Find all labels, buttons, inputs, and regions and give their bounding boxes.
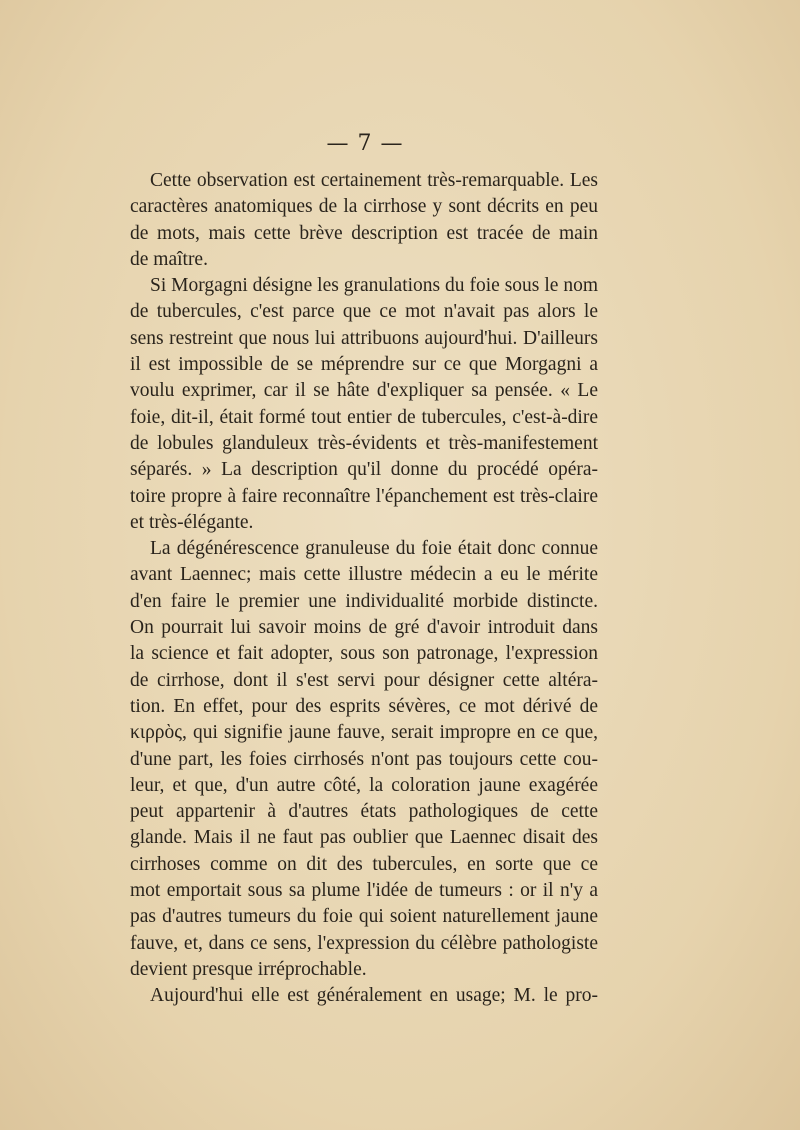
text-line: caractères anatomiques de la cirrhose y sont décrits en peu (130, 196, 598, 218)
text-line: On pourrait lui savoir moins de gré d'avoir introduit dans (130, 617, 598, 639)
text-line: glande. Mais il ne faut pas oublier que Laennec disait des (130, 827, 598, 849)
text-line: d'une part, les foies cirrhosés n'ont pas toujours cette cou- (130, 748, 598, 770)
text-line: séparés. » La description qu'il donne du procédé opéra- (130, 459, 598, 481)
text-line: de tubercules, c'est parce que ce mot n'avait pas alors le (130, 301, 598, 323)
text-line: κιρρὸς, qui signifie jaune fauve, serait impropre en ce que, (130, 722, 598, 744)
text-line: de cirrhose, dont il s'est servi pour désigner cette altéra- (130, 669, 598, 691)
text-line: peut appartenir à d'autres états pathologiques de cette (130, 801, 598, 823)
text-line: de maître. (130, 248, 208, 270)
text-line: fauve, et, dans ce sens, l'expression du célèbre pathologiste (130, 932, 598, 954)
text-line: voulu exprimer, car il se hâte d'expliquer sa pensée. « Le (130, 380, 598, 402)
text-line: sens restreint que nous lui attribuons aujourd'hui. D'ailleurs (130, 327, 598, 349)
text-line: mot emportait sous sa plume l'idée de tumeurs : or il n'y a (130, 880, 598, 902)
text-line: devient presque irréprochable. (130, 958, 367, 980)
text-line: tion. En effet, pour des esprits sévères, ce mot dérivé de (130, 695, 598, 717)
text-line: d'en faire le premier une individualité morbide distincte. (130, 590, 598, 612)
text-line: Aujourd'hui elle est généralement en usage; M. le pro- (150, 985, 598, 1007)
body-text (130, 168, 598, 1010)
text-line: Cette observation est certainement très-remarquable. Les (150, 170, 598, 191)
page-number: — 7 — (326, 131, 404, 156)
text-line: leur, et que, d'un autre côté, la coloration jaune exagérée (130, 774, 598, 796)
text-line: la science et fait adopter, sous son patronage, l'expression (130, 643, 598, 665)
text-line: et très-élégante. (130, 511, 254, 533)
text-line: de lobules glanduleux très-évidents et très-manifestement (130, 432, 598, 454)
text-line: toire propre à faire reconnaître l'épanchement est très-claire (130, 485, 598, 507)
text-line: foie, dit-il, était formé tout entier de tubercules, c'est-à-dire (130, 406, 598, 428)
text-line: La dégénérescence granuleuse du foie était donc connue (150, 538, 598, 560)
text-line: avant Laennec; mais cette illustre médecin a eu le mérite (130, 564, 598, 586)
text-line: pas d'autres tumeurs du foie qui soient naturellement jaune (130, 906, 598, 928)
text-line: Si Morgagni désigne les granulations du foie sous le nom (150, 275, 598, 297)
text-line: il est impossible de se méprendre sur ce que Morgagni a (130, 354, 598, 376)
text-line: de mots, mais cette brève description est tracée de main (130, 222, 598, 244)
text-line: cirrhoses comme on dit des tubercules, en sorte que ce (130, 853, 598, 875)
